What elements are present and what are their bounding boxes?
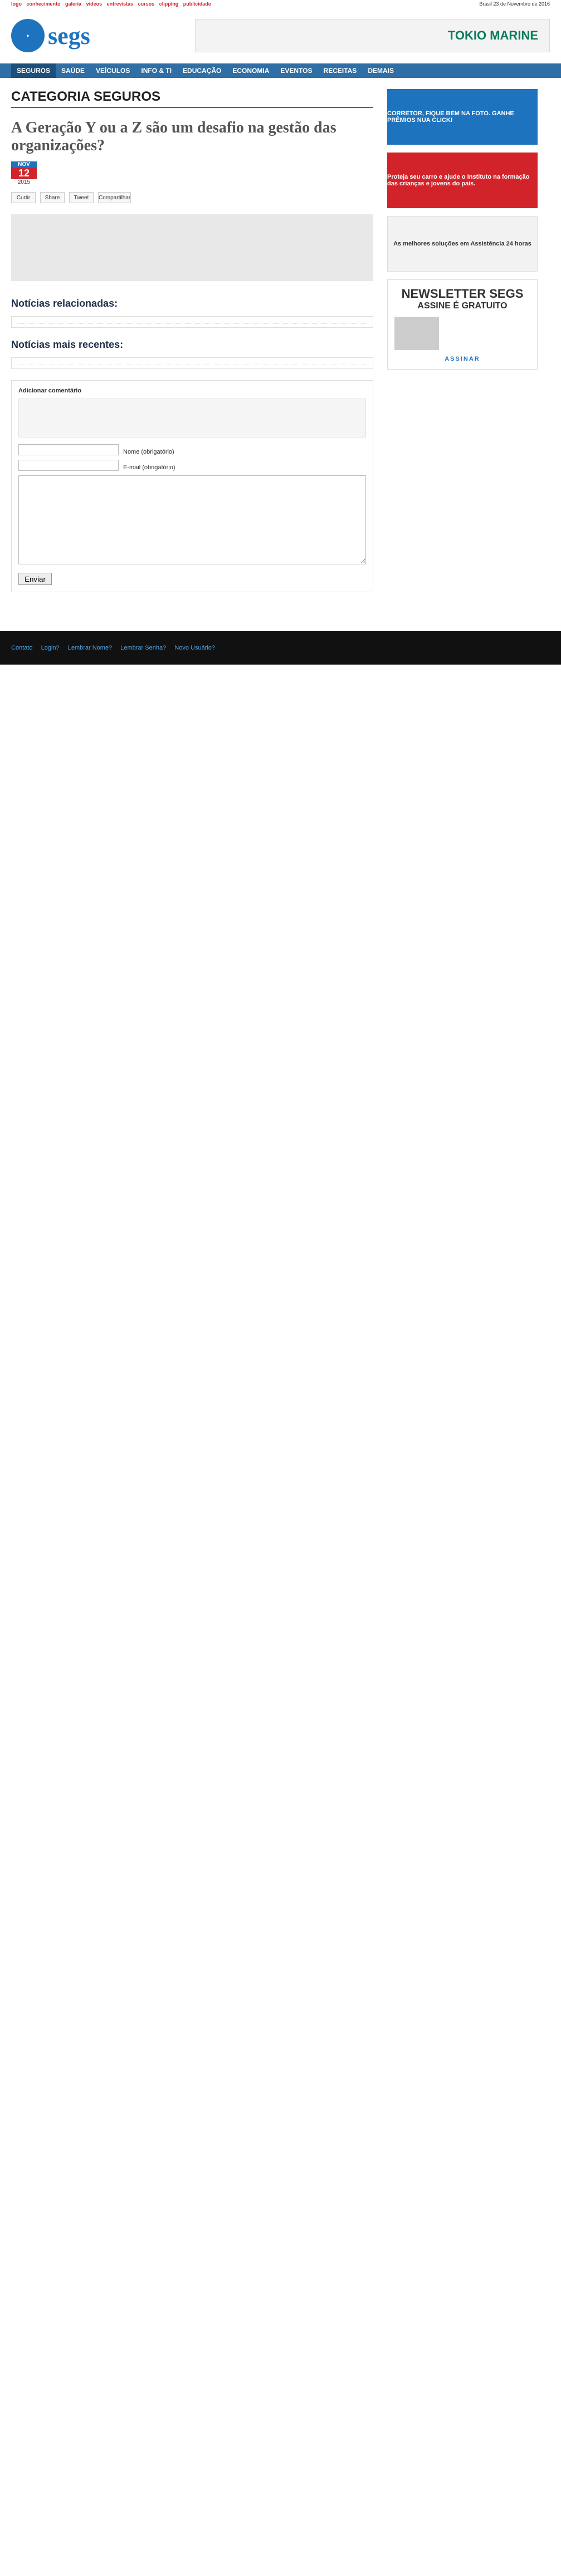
top-link[interactable]: logo (11, 1, 22, 7)
newsletter-subscribe-button[interactable]: ASSINAR (445, 356, 480, 362)
newsletter-title: NEWSLETTER SEGS (401, 287, 524, 301)
sidebar-ad-2[interactable]: Proteja seu carro e ajude o Instituto na formação das crianças e jovens do país. (387, 153, 538, 208)
site-logo[interactable] (11, 16, 95, 55)
top-link[interactable]: galeria (65, 1, 82, 7)
newsletter-box (387, 279, 538, 370)
sidebar-ad-1[interactable]: CORRETOR, FIQUE BEM NA FOTO. GANHE PRÊMIOS NUA CLICK! (387, 89, 538, 145)
nav-item-educacao[interactable]: EDUCAÇÃO (183, 67, 222, 75)
footer-link[interactable]: Lembrar Nome? (67, 645, 113, 651)
top-date: Brasil 23 de Novembro de 2016 (479, 1, 550, 7)
top-bar (0, 0, 561, 8)
date-month: NOV (11, 161, 37, 168)
nav-item-receitas[interactable]: RECEITAS (323, 67, 357, 75)
related-list (11, 316, 373, 328)
footer-link[interactable]: Login? (41, 645, 60, 651)
email-label: E-mail (obrigatório) (123, 464, 175, 471)
category-title: CATEGORIA SEGUROS (11, 89, 373, 108)
date-badge (11, 161, 37, 185)
share-bar (11, 192, 373, 203)
top-link[interactable]: conhecimento (26, 1, 61, 7)
footer-link[interactable]: Lembrar Senha? (120, 645, 167, 651)
main-area (0, 78, 561, 609)
date-year: 2015 (17, 179, 31, 185)
facebook-share-button[interactable]: Share (40, 192, 65, 203)
comment-textarea[interactable] (18, 475, 366, 564)
nav-item-demais[interactable]: DEMAIS (368, 67, 394, 75)
content-column (11, 89, 373, 609)
main-nav (0, 63, 561, 78)
top-link[interactable]: cursos (138, 1, 155, 7)
comment-notice (18, 399, 366, 437)
footer (0, 631, 561, 665)
list-item[interactable] (17, 361, 367, 365)
disclaimer-block (11, 214, 373, 281)
nav-item-saude[interactable]: SAÚDE (61, 67, 85, 75)
top-link[interactable]: clipping (159, 1, 179, 7)
footer-link[interactable]: Novo Usuário? (174, 645, 216, 651)
recent-title: Notícias mais recentes: (11, 339, 124, 350)
related-title: Notícias relacionadas: (11, 298, 118, 309)
nav-item-info-ti[interactable]: INFO & TI (141, 67, 172, 75)
date-day: 12 (11, 168, 37, 179)
like-button[interactable]: Curtir (11, 192, 36, 203)
nav-item-seguros[interactable]: SEGUROS (11, 63, 56, 78)
logo-name: segs (48, 22, 90, 50)
tweet-button[interactable]: Tweet (69, 192, 94, 203)
submit-button[interactable]: Enviar (18, 573, 52, 585)
nav-item-veiculos[interactable]: VEÍCULOS (96, 67, 130, 75)
nav-item-economia[interactable]: ECONOMIA (232, 67, 270, 75)
sidebar (387, 89, 538, 609)
top-link[interactable]: videos (86, 1, 103, 7)
laptop-image (394, 317, 439, 350)
logo-mark-icon: • (11, 19, 45, 52)
name-label: Nome (obrigatório) (123, 449, 174, 455)
top-link[interactable]: publicidade (183, 1, 211, 7)
list-item[interactable] (17, 320, 367, 324)
comment-form (11, 380, 373, 592)
comment-form-title: Adicionar comentário (18, 387, 82, 394)
header (0, 8, 561, 63)
top-link[interactable]: entrevistas (106, 1, 134, 7)
footer-links (11, 645, 222, 651)
article-meta (11, 161, 373, 185)
linkedin-share-button[interactable]: Compartilhar (98, 192, 131, 203)
newsletter-subtitle: ASSINE É GRATUITO (417, 301, 508, 311)
top-banner-ad[interactable]: TOKIO MARINE (195, 19, 550, 52)
article-headline: A Geração Y ou a Z são um desafio na gestão das organizações? (11, 119, 336, 154)
recent-list (11, 357, 373, 369)
top-links (11, 1, 214, 7)
sidebar-ad-3[interactable]: As melhores soluções em Assistência 24 horas (387, 216, 538, 272)
email-input[interactable] (18, 460, 119, 471)
name-input[interactable] (18, 444, 119, 455)
footer-link[interactable]: Contato (11, 645, 33, 651)
nav-item-eventos[interactable]: EVENTOS (280, 67, 313, 75)
